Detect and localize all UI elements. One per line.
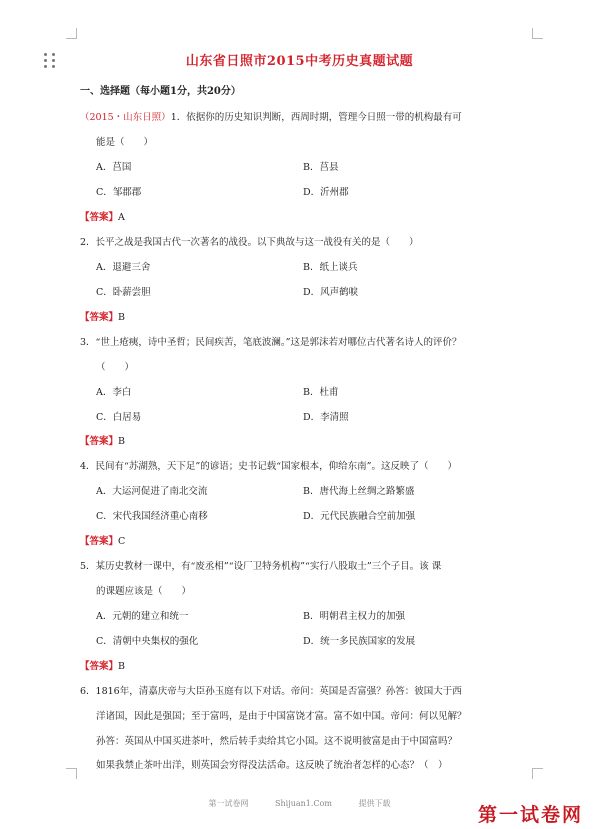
question-text: 如果我禁止茶叶出洋，则英国会穷得没法活命。这反映了统治者怎样的心态？（ ） (96, 760, 448, 771)
option-b: B．唐代海上丝绸之路繁盛 (303, 486, 415, 497)
answer-line (80, 433, 125, 447)
answer-value: A (118, 212, 125, 223)
answer-line (80, 533, 125, 547)
option-c: C．白居易 (96, 412, 142, 423)
option-b: B．莒县 (303, 162, 339, 173)
option-b: B．杜甫 (303, 387, 339, 398)
answer-value: B (118, 312, 125, 323)
page-corner-mark (532, 28, 543, 39)
option-a: A．退避三舍 (96, 262, 151, 273)
question-2: 2．长平之战是我国古代一次著名的战役。以下典故与这一战役有关的是（ ） (80, 237, 419, 248)
option-d: D．统一多民族国家的发展 (303, 636, 416, 647)
question-text: 洋诸国，因此是强国；至于富吗，是由于中国富饶才富。富不如中国。帝问：何以见解？ (96, 711, 467, 722)
page-corner-mark (66, 28, 77, 39)
answer-line (80, 309, 125, 323)
question-6: 6．1816年，清嘉庆帝与大臣孙玉庭有以下对话。帝问：英国是否富强？孙答：彼国大于西 (80, 686, 462, 697)
question-5: 5．某历史教材一课中，有“废丞相”“设厂卫特务机构”“实行八股取士”三个子目。该 课 (80, 561, 442, 572)
document-title: 山东省日照市2015中考历史真题试题 (185, 54, 414, 69)
answer-tag: 【答案】 (80, 661, 119, 672)
footer-download-note: 提供下载 (358, 799, 391, 808)
answer-value: C (118, 536, 126, 547)
answer-value: B (118, 436, 125, 447)
question-text: （ ） (96, 362, 135, 373)
answer-tag: 【答案】 (80, 436, 119, 447)
answer-line (80, 209, 125, 223)
question-1 (80, 109, 462, 123)
question-text: 1．依据你的历史知识判断，西周时期，管理今日照一带的机构最有可 (170, 112, 462, 123)
option-c: C．卧薪尝胆 (96, 287, 151, 298)
page-corner-mark (66, 768, 77, 779)
option-a: A．大运河促进了南北交流 (96, 486, 208, 497)
answer-value: B (118, 661, 125, 672)
option-d: D．李清照 (303, 412, 349, 423)
footer-site-url[interactable]: Shijuan1.Com (275, 799, 332, 808)
option-b: B．纸上谈兵 (303, 262, 358, 273)
option-d: D．风声鹤唳 (303, 287, 359, 298)
footer-site-name: 第一试卷网 (208, 799, 249, 808)
option-a: A．元朝的建立和统一 (96, 611, 189, 622)
option-d: D．元代民族融合空前加强 (303, 511, 416, 522)
option-d: D．沂州郡 (303, 187, 349, 198)
brand-logo: 第一试卷网 (477, 804, 583, 826)
page-corner-mark (532, 768, 543, 779)
option-c: C．清朝中央集权的强化 (96, 636, 199, 647)
answer-tag: 【答案】 (80, 212, 119, 223)
option-a: A．莒国 (96, 162, 132, 173)
option-a: A．李白 (96, 387, 132, 398)
option-b: B．明朝君主权力的加强 (303, 611, 405, 622)
option-c: C．邹郡郡 (96, 187, 142, 198)
option-c: C．宋代我国经济重心南移 (96, 511, 208, 522)
question-text: 孙答：英国从中国买进茶叶，然后转手卖给其它小国。这不说明彼富是由于中国富吗？ (96, 736, 458, 747)
question-text: 的课题应该是（ ） (96, 586, 192, 597)
answer-tag: 【答案】 (80, 312, 119, 323)
section-heading: 一、选择题（每小题1分，共20分） (80, 86, 241, 97)
answer-line (80, 658, 125, 672)
question-3: 3．“世上疮痍，诗中圣哲；民间疾苦，笔底波澜。”这是郭沫若对哪位古代著名诗人的评价？ (80, 337, 462, 348)
question-4: 4．民间有“苏湖熟，天下足”的谚语；史书记载“国家根本，仰给东南”。这反映了（ ） (80, 461, 457, 472)
question-source: （2015・山东日照） (80, 112, 171, 123)
answer-tag: 【答案】 (80, 536, 119, 547)
question-text: 能是（ ） (96, 137, 154, 148)
